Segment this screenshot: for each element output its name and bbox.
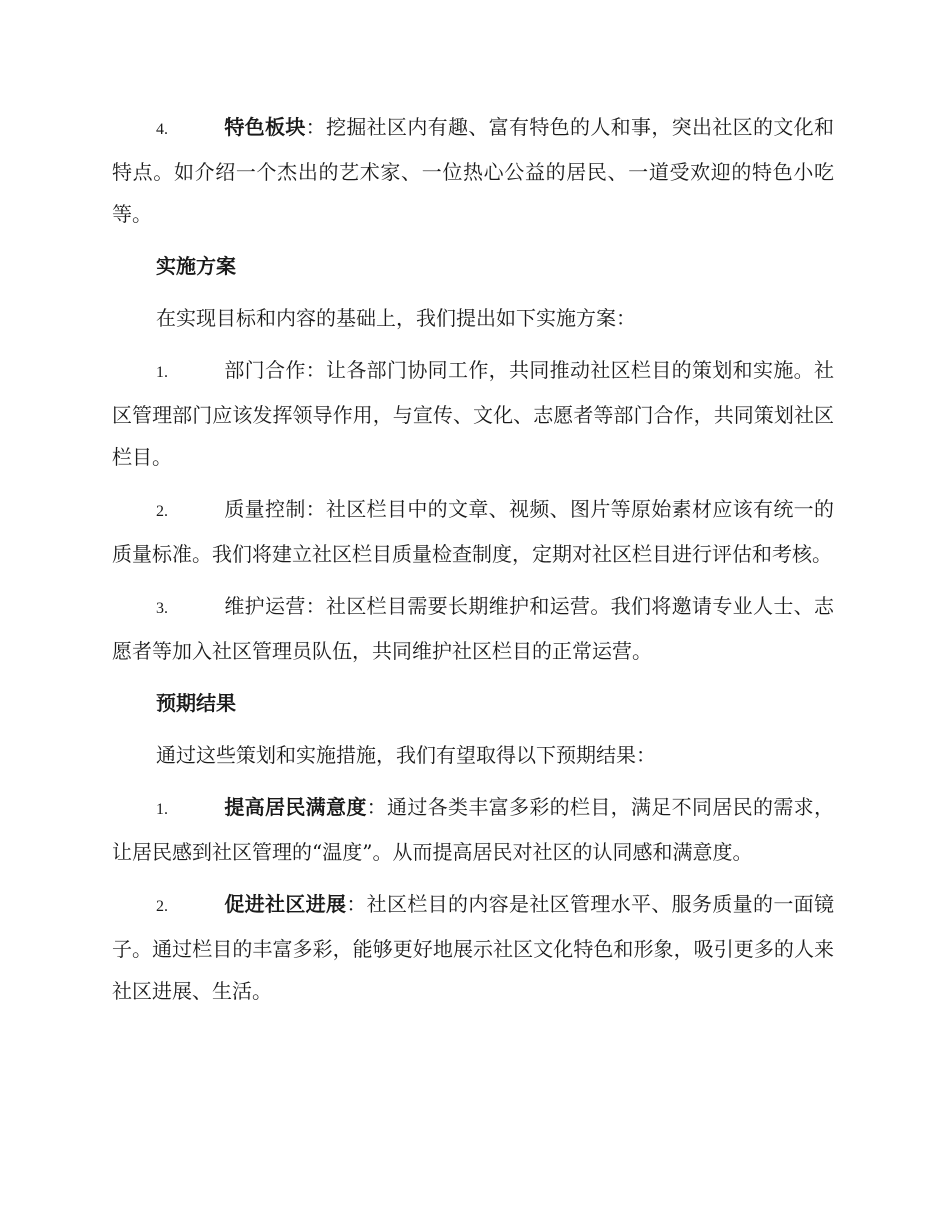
list-item-maintenance [112, 585, 834, 672]
list-item-text: 部门合作：让各部门协同工作，共同推动社区栏目的策划和实施。社区管理部门应该发挥领导作用，与宣传、文化、志愿者等部门合作，共同策划社区栏目。 [112, 358, 834, 469]
list-item-department-cooperation [112, 349, 834, 478]
paragraph-results-intro: 通过这些策划和实施措施，我们有望取得以下预期结果： [156, 743, 656, 767]
list-item-text: ：通过各类丰富多彩的栏目，满足不同居民的需求，让居民感到社区管理的“温度”。从而提高居民对社区的认同感和满意度。 [112, 795, 835, 864]
list-number: 3. [156, 600, 168, 617]
list-item-community-progress [112, 883, 834, 1012]
list-item-text: 维护运营：社区栏目需要长期维护和运营。我们将邀请专业人士、志愿者等加入社区管理员队伍，共同维护社区栏目的正常运营。 [112, 594, 834, 663]
list-number: 1. [156, 801, 168, 818]
section-heading-implementation: 实施方案 [156, 254, 236, 278]
list-item-bold-title: 特色板块 [224, 115, 306, 139]
document-body [112, 106, 834, 1022]
list-item-quality-control [112, 488, 834, 575]
list-item-text: 质量控制：社区栏目中的文章、视频、图片等原始素材应该有统一的质量标准。我们将建立社区栏目质量检查制度，定期对社区栏目进行评估和考核。 [112, 497, 834, 566]
list-item-bold-title: 促进社区进展 [224, 892, 347, 916]
list-item-text: ：社区栏目的内容是社区管理水平、服务质量的一面镜子。通过栏目的丰富多彩，能够更好地展示社区文化特色和形象，吸引更多的人来社区进展、生活。 [112, 892, 835, 1003]
list-number: 2. [156, 503, 168, 520]
list-item-resident-satisfaction [112, 786, 834, 873]
list-item-bold-title: 提高居民满意度 [224, 795, 367, 819]
section-heading-expected-results: 预期结果 [156, 691, 236, 715]
list-item-feature-section [112, 106, 834, 235]
paragraph-implementation-intro: 在实现目标和内容的基础上，我们提出如下实施方案： [156, 306, 636, 330]
list-item-text: ：挖掘社区内有趣、富有特色的人和事，突出社区的文化和特点。如介绍一个杰出的艺术家、一位热心公益的居民、一道受欢迎的特色小吃等。 [112, 115, 835, 226]
list-number: 2. [156, 898, 168, 915]
list-number: 1. [156, 364, 168, 381]
list-number: 4. [156, 121, 168, 138]
